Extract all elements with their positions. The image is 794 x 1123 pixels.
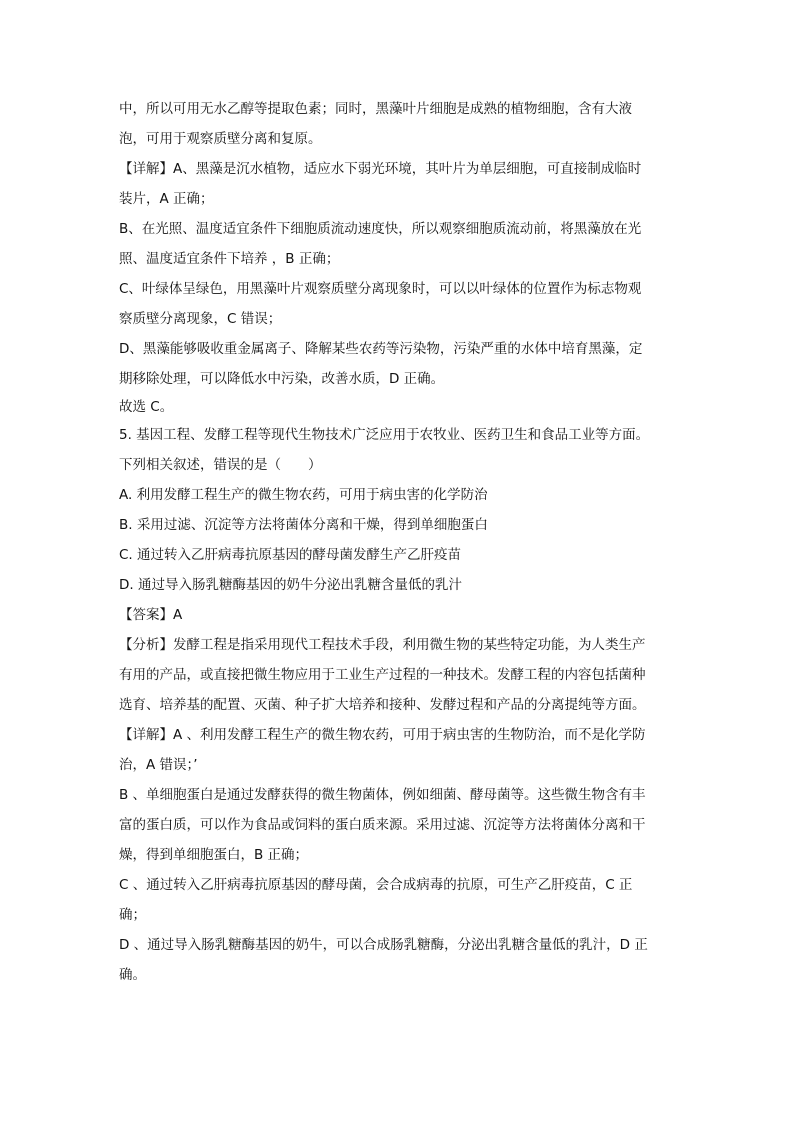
detail-line: D 、通过导入肠乳糖酶基因的奶牛，可以合成肠乳糖酶，分泌出乳糖含量低的乳汁，D 正 <box>119 937 648 953</box>
option-c: C. 通过转入乙肝病毒抗原基因的酵母菌发酵生产乙肝疫苗 <box>119 547 462 563</box>
text-line: B、在光照、温度适宜条件下细胞质流动速度快，所以观察细胞质流动前，将黑藻放在光 <box>119 221 642 237</box>
text-line: 照、温度适宜条件下培养 ，B 正确； <box>119 251 340 267</box>
option-a: A. 利用发酵工程生产的微生物农药，可用于病虫害的化学防治 <box>119 487 488 503</box>
analysis-line: 选育、培养基的配置、灭菌、种子扩大培养和接种、发酵过程和产品的分离提纯等方面。 <box>119 697 646 713</box>
text-line: 中，所以可用无水乙醇等提取色素；同时，黑藻叶片细胞是成熟的植物细胞，含有大液 <box>119 101 632 117</box>
detail-line: 燥，得到单细胞蛋白，B 正确； <box>119 847 309 863</box>
page-content <box>119 100 679 984</box>
detail-line: 确。 <box>119 967 146 983</box>
detail-line: 富的蛋白质，可以作为食品或饲料的蛋白质来源。采用过滤、沉淀等方法将菌体分离和干 <box>119 817 646 833</box>
option-d: D. 通过导入肠乳糖酶基因的奶牛分泌出乳糖含量低的乳汁 <box>119 577 462 593</box>
text-line: 期移除处理，可以降低水中污染，改善水质，D 正确。 <box>119 371 445 387</box>
text-line: 泡，可用于观察质壁分离和复原。 <box>119 131 322 147</box>
detail-line: 治，A 错误；’ <box>119 757 198 773</box>
text-line: 【详解】A、黑藻是沉水植物，适应水下弱光环境，其叶片为单层细胞，可直接制成临时 <box>119 161 642 177</box>
question-stem: 下列相关叙述，错误的是（ ） <box>119 457 322 473</box>
text-line: C、叶绿体呈绿色，用黑藻叶片观察质壁分离现象时，可以以叶绿体的位置作为标志物观 <box>119 281 642 297</box>
text-line: D、黑藻能够吸收重金属离子、降解某些农药等污染物，污染严重的水体中培育黑藻，定 <box>119 341 643 357</box>
answer-line: 【答案】A <box>119 607 183 623</box>
option-b: B. 采用过滤、沉淀等方法将菌体分离和干燥，得到单细胞蛋白 <box>119 517 488 533</box>
detail-line: 确； <box>119 907 146 923</box>
analysis-line: 【分析】发酵工程是指采用现代工程技术手段，利用微生物的某些特定功能，为人类生产 <box>119 637 646 653</box>
text-line: 察质壁分离现象，C 错误； <box>119 311 282 327</box>
detail-line: C 、通过转入乙肝病毒抗原基因的酵母菌，会合成病毒的抗原，可生产乙肝疫苗，C 正 <box>119 877 633 893</box>
question-stem: 5. 基因工程、发酵工程等现代生物技术广泛应用于农牧业、医药卫生和食品工业等方面。 <box>119 427 650 443</box>
detail-line: B 、单细胞蛋白是通过发酵获得的微生物菌体，例如细菌、酵母菌等。这些微生物含有丰 <box>119 787 646 803</box>
text-line: 装片，A 正确； <box>119 191 214 207</box>
detail-line: 【详解】A 、利用发酵工程生产的微生物农药，可用于病虫害的生物防治，而不是化学防 <box>119 727 646 743</box>
analysis-line: 有用的产品，或直接把微生物应用于工业生产过程的一种技术。发酵工程的内容包括菌种 <box>119 667 646 683</box>
text-line: 故选 C。 <box>119 399 174 415</box>
